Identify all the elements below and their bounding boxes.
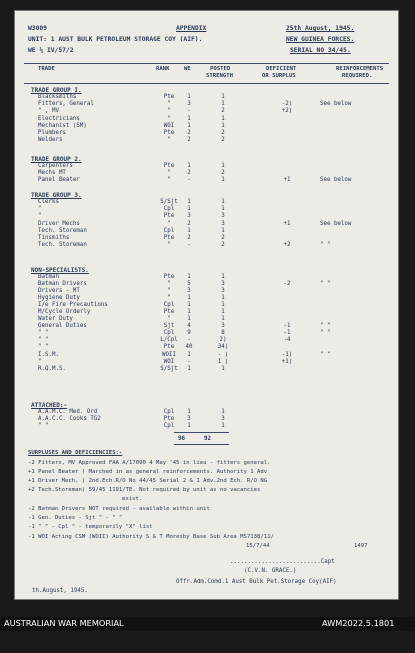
signatory-title: Offr.Adm.Comd.1 Aust Bulk Pet.Storage Coy(AIF) <box>176 579 337 585</box>
deficiency-cell: +2 <box>283 242 291 248</box>
col-deficient: DEFICIENT <box>266 66 297 72</box>
table-row <box>14 281 399 288</box>
we-cell: 3 <box>187 416 191 422</box>
table-row <box>14 228 399 235</box>
rank-cell: WOI <box>163 123 175 129</box>
trade-cell: Mechs MT <box>38 170 66 176</box>
rank-cell: " <box>167 116 171 122</box>
rank-cell: Cpl <box>163 302 175 308</box>
we-cell: 1 <box>187 302 191 308</box>
table-row <box>14 221 399 228</box>
posted-cell: 1 <box>221 409 225 415</box>
deficiency-cell: +1 <box>283 177 291 183</box>
we-cell: 2 <box>187 130 191 136</box>
rank-cell: " <box>167 177 171 183</box>
we-cell: 1 <box>187 228 191 234</box>
rank-cell: " <box>167 281 171 287</box>
trade-cell: Fitters, General <box>38 101 94 107</box>
we-cell: 1 <box>187 274 191 280</box>
archive-caption-bar <box>0 617 415 631</box>
we-cell: 1 <box>187 352 191 358</box>
document-ref: W3009 <box>28 25 47 32</box>
posted-cell: 1 <box>221 316 225 322</box>
posted-cell: 3 <box>221 288 225 294</box>
posted-cell: 1 <box>221 94 225 100</box>
remark-line: 1497 <box>354 543 368 549</box>
remark-line: -2 Fitters, MV Approved FAA A/17090 4 May '45 in lieu - fitters general. <box>28 460 271 466</box>
table-row <box>14 213 399 220</box>
col-posted: POSTED <box>210 66 231 72</box>
rank-cell: " <box>167 170 171 176</box>
table-row <box>14 423 399 430</box>
remark-line: +2 Tech.Storeman) 59/45 1191/TE. Not required by unit as no vacancies <box>28 487 261 493</box>
table-row <box>14 288 399 295</box>
header-line-3 <box>28 47 389 55</box>
rank-cell: Pte <box>163 235 175 241</box>
deficiency-cell: -2) <box>281 101 293 107</box>
table-row <box>14 337 399 344</box>
posted-cell: 2 <box>221 242 225 248</box>
trade-cell: Electricians <box>38 116 80 122</box>
deficiency-cell: +2) <box>281 108 293 114</box>
table-row <box>14 137 399 144</box>
posted-cell: 1 <box>221 163 225 169</box>
we-cell: 1 <box>187 295 191 301</box>
deficiency-cell: -1 <box>283 323 291 329</box>
trade-cell: Tech. Storeman <box>38 242 87 248</box>
trade-cell: A.A.M.C. Med. Ord <box>38 409 98 415</box>
trade-cell: Driver Mechs <box>38 221 80 227</box>
trade-cell: " " <box>38 344 49 350</box>
we-cell: 1 <box>187 316 191 322</box>
table-row <box>14 344 399 351</box>
totals-rule <box>174 432 229 433</box>
total-we: 96 <box>178 436 185 442</box>
col-reinforcements: REINFORCEMENTS <box>336 66 384 72</box>
posted-cell: 3 <box>221 416 225 422</box>
table-row <box>14 295 399 302</box>
deficiency-cell: +1 <box>283 221 291 227</box>
deficiency-cell: -1 <box>283 330 291 336</box>
remarks-cell: See below <box>320 177 352 183</box>
we-cell: - <box>187 337 191 343</box>
rank-cell: Pte <box>163 309 175 315</box>
appendix-title: APPENDIX <box>176 25 207 32</box>
table-row <box>14 323 399 330</box>
group-heading: TRADE GROUP 3. <box>31 192 82 199</box>
trade-cell: Tinsmiths <box>38 235 70 241</box>
totals-rule-bottom <box>174 444 229 445</box>
area-name: NEW GUINEA FORCES. <box>286 36 355 43</box>
table-row <box>14 116 399 123</box>
we-cell: 3 <box>187 101 191 107</box>
total-posted: 92 <box>204 436 211 442</box>
signatory-name: (C.V.N. GRACE.) <box>244 568 297 574</box>
posted-cell: 3 <box>221 221 225 227</box>
we-cell: - <box>187 242 191 248</box>
rank-cell: Cpl <box>163 228 175 234</box>
remarks-cell: " " <box>320 242 331 248</box>
trade-cell: I.S.M. <box>38 352 59 358</box>
table-row <box>14 366 399 373</box>
posted-cell: - ) <box>217 352 229 358</box>
col-rank: RANK <box>156 66 170 72</box>
table-row <box>14 302 399 309</box>
remark-line: +1 Panel Beater ) Marched in as general reinforcements. Authority 1 Adv <box>28 469 268 475</box>
rank-cell: Pte <box>163 274 175 280</box>
posted-cell: 1 <box>221 177 225 183</box>
we-cell: 2 <box>187 170 191 176</box>
rank-cell: " <box>167 101 171 107</box>
deficiency-cell: -2 <box>283 281 291 287</box>
we-cell: 3 <box>187 213 191 219</box>
trade-cell: Welders <box>38 137 63 143</box>
we-cell: 1 <box>187 94 191 100</box>
we-cell: 40 <box>185 344 193 350</box>
we-cell: 2 <box>187 221 191 227</box>
posted-cell: 2 <box>221 170 225 176</box>
rank-cell: " <box>167 288 171 294</box>
document-date: 25th August, 1945. <box>286 25 355 32</box>
group-heading: ATTACHED:- <box>31 402 68 409</box>
we-cell: - <box>187 177 191 183</box>
col-trade: TRADE <box>38 66 55 72</box>
group-heading: TRADE GROUP 2. <box>31 156 82 163</box>
we-cell: 1 <box>187 366 191 372</box>
we-cell: - <box>187 359 191 365</box>
we-cell: 3 <box>187 288 191 294</box>
rank-cell: Cpl <box>163 423 175 429</box>
posted-cell: 1 ) <box>217 359 229 365</box>
rank-cell: Pte <box>163 130 175 136</box>
header-line-2 <box>28 36 389 44</box>
we-cell: 4 <box>187 323 191 329</box>
remark-line: 15/7/44 <box>246 543 270 549</box>
posted-cell: 8 <box>221 330 225 336</box>
table-row <box>14 101 399 108</box>
we-cell: 1 <box>187 409 191 415</box>
trade-cell: M/Cycle Orderly <box>38 309 91 315</box>
posted-cell: 34) <box>217 344 229 350</box>
trade-cell: " " <box>38 423 49 429</box>
trade-cell: Carpenters <box>38 163 73 169</box>
remarks-title: SURPLUSES AND DEFICIENCIES:- <box>28 450 123 456</box>
we-cell: 1 <box>187 309 191 315</box>
posted-cell: 2 <box>221 235 225 241</box>
serial-number: SERIAL NO 34/45. <box>290 47 351 54</box>
rank-cell: " <box>167 295 171 301</box>
we-cell: 1 <box>187 116 191 122</box>
rank-cell: Cpl <box>163 206 175 212</box>
remark-line: exist. <box>122 496 143 502</box>
rank-cell: WOII <box>162 352 176 358</box>
posted-cell: 1 <box>221 206 225 212</box>
trade-cell: Batman <box>38 274 59 280</box>
table-row <box>14 316 399 323</box>
posted-cell: 3 <box>221 213 225 219</box>
col-strength: STRENGTH <box>206 73 233 79</box>
trade-cell: Mechanist (SM) <box>38 123 87 129</box>
posted-cell: 1 <box>221 199 225 205</box>
remarks-cell: " " <box>320 330 331 336</box>
trade-cell: Drivers - MT <box>38 288 80 294</box>
trade-cell: Batman Drivers <box>38 281 87 287</box>
posted-cell: 1 <box>221 366 225 372</box>
table-row <box>14 123 399 130</box>
we-cell: 2 <box>187 235 191 241</box>
remark-line: -2 Batman Drivers NOT required - available within unit <box>28 506 210 512</box>
table-row <box>14 352 399 359</box>
signature-date: th.August, 1945. <box>32 588 88 594</box>
rank-cell: Sjt <box>163 323 175 329</box>
posted-cell: 1 <box>221 423 225 429</box>
table-row <box>14 206 399 213</box>
we-reference: WE ⅓ IV/57/2 <box>28 47 74 54</box>
posted-cell: 1 <box>221 274 225 280</box>
trade-cell: " " <box>38 337 49 343</box>
remarks-cell: See below <box>320 101 352 107</box>
rank-cell: " <box>167 137 171 143</box>
rank-cell: Pte <box>163 163 175 169</box>
remark-line: +1 Driver Mech. ) 2nd.Ech.R/O No 44/45 Serial 2 & 1 Adv.2nd Ech. R/O NG <box>28 478 268 484</box>
header-rule <box>24 83 389 84</box>
header-line-1 <box>28 25 389 33</box>
trade-cell: Water Duty <box>38 316 73 322</box>
rank-cell: Pte <box>163 344 175 350</box>
posted-cell: 1 <box>221 116 225 122</box>
col-surplus: OR SURPLUS <box>262 73 296 79</box>
posted-cell: 1 <box>221 101 225 107</box>
table-row <box>14 309 399 316</box>
posted-cell: 2 <box>221 130 225 136</box>
we-cell: 1 <box>187 123 191 129</box>
trade-cell: Hygiene Duty <box>38 295 80 301</box>
remarks-cell: " " <box>320 281 331 287</box>
table-row <box>14 94 399 101</box>
table-row <box>14 274 399 281</box>
trade-cell: A.A.C.C. Cooks TG2 <box>38 416 101 422</box>
rank-cell: S/Sjt <box>160 366 178 372</box>
trade-cell: R.Q.M.S. <box>38 366 66 372</box>
table-row <box>14 170 399 177</box>
we-cell: 1 <box>187 423 191 429</box>
col-we: WE <box>184 66 191 72</box>
we-cell: 2 <box>187 137 191 143</box>
rank-cell: " <box>167 108 171 114</box>
trade-cell: Blacksmiths <box>38 94 77 100</box>
remarks-cell: " " <box>320 323 331 329</box>
rank-cell: Cpl <box>163 409 175 415</box>
table-row <box>14 199 399 206</box>
we-cell: 1 <box>187 206 191 212</box>
trade-cell: " " <box>38 330 49 336</box>
we-cell: 5 <box>187 281 191 287</box>
we-cell: 1 <box>187 199 191 205</box>
remark-line: -1 Gen. Duties - Sjt " - " " <box>28 515 123 521</box>
trade-cell: General Duties <box>38 323 87 329</box>
top-rule <box>24 63 389 64</box>
posted-cell: 2) <box>219 337 227 343</box>
we-cell: 1 <box>187 163 191 169</box>
rank-cell: Cpl <box>163 330 175 336</box>
trade-cell: " , MV <box>38 108 59 114</box>
trade-cell: Panel Beater <box>38 177 80 183</box>
rank-cell: " <box>167 221 171 227</box>
trade-cell: I/e Fire Precautions <box>38 302 108 308</box>
unit-name: UNIT: 1 AUST BULK PETROLEUM STORAGE COY (AIF). <box>28 36 203 43</box>
we-cell: 9 <box>187 330 191 336</box>
trade-cell: Clerks <box>38 199 59 205</box>
group-heading: NON-SPECIALISTS. <box>31 267 89 274</box>
posted-cell: 3 <box>221 281 225 287</box>
posted-cell: 3 <box>221 323 225 329</box>
posted-cell: 2 <box>221 108 225 114</box>
document-page <box>14 10 399 600</box>
table-row <box>14 330 399 337</box>
trade-cell: Plumbers <box>38 130 66 136</box>
group-heading: TRADE GROUP I. <box>31 87 82 94</box>
remarks-cell: See below <box>320 221 352 227</box>
deficiency-cell: -1) <box>281 352 293 358</box>
table-row <box>14 242 399 249</box>
table-row <box>14 108 399 115</box>
rank-cell: S/Sjt <box>160 199 178 205</box>
table-row <box>14 359 399 366</box>
posted-cell: 1 <box>221 302 225 308</box>
table-row <box>14 235 399 242</box>
posted-cell: 1 <box>221 309 225 315</box>
remarks-cell: " " <box>320 352 331 358</box>
posted-cell: 1 <box>221 123 225 129</box>
posted-cell: 2 <box>221 137 225 143</box>
rank-cell: WOI <box>163 359 175 365</box>
remark-line: -1 WOI Acting CSM (WOII) Authority S & T Moresby Base Sub Area MS7138/11/ <box>28 534 274 540</box>
deficiency-cell: +1) <box>281 359 293 365</box>
rank-cell: Pte <box>163 416 175 422</box>
posted-cell: 1 <box>221 228 225 234</box>
col-required: REQUIRED. <box>342 73 373 79</box>
table-row <box>14 130 399 137</box>
posted-cell: 1 <box>221 295 225 301</box>
deficiency-cell: -4 <box>283 337 291 343</box>
trade-cell: " <box>38 206 42 212</box>
trade-cell: " <box>38 213 42 219</box>
we-cell: - <box>187 108 191 114</box>
column-headings <box>24 66 389 82</box>
remark-line: -1 " " - Cpl " - temporarily "X" list <box>28 524 153 530</box>
rank-cell: " <box>167 242 171 248</box>
rank-cell: " <box>167 316 171 322</box>
table-row <box>14 409 399 416</box>
table-row <box>14 177 399 184</box>
archive-name: AUSTRALIAN WAR MEMORIAL <box>4 618 124 628</box>
table-row <box>14 163 399 170</box>
trade-cell: " <box>38 359 42 365</box>
archive-ref: AWM2022.5.1801 <box>322 618 395 628</box>
rank-cell: Pte <box>163 94 175 100</box>
table-row <box>14 416 399 423</box>
rank-cell: L/Cpl <box>160 337 178 343</box>
rank-cell: Pte <box>163 213 175 219</box>
trade-cell: Tech. Storeman <box>38 228 87 234</box>
signature-line: ..........................Capt <box>230 559 335 565</box>
